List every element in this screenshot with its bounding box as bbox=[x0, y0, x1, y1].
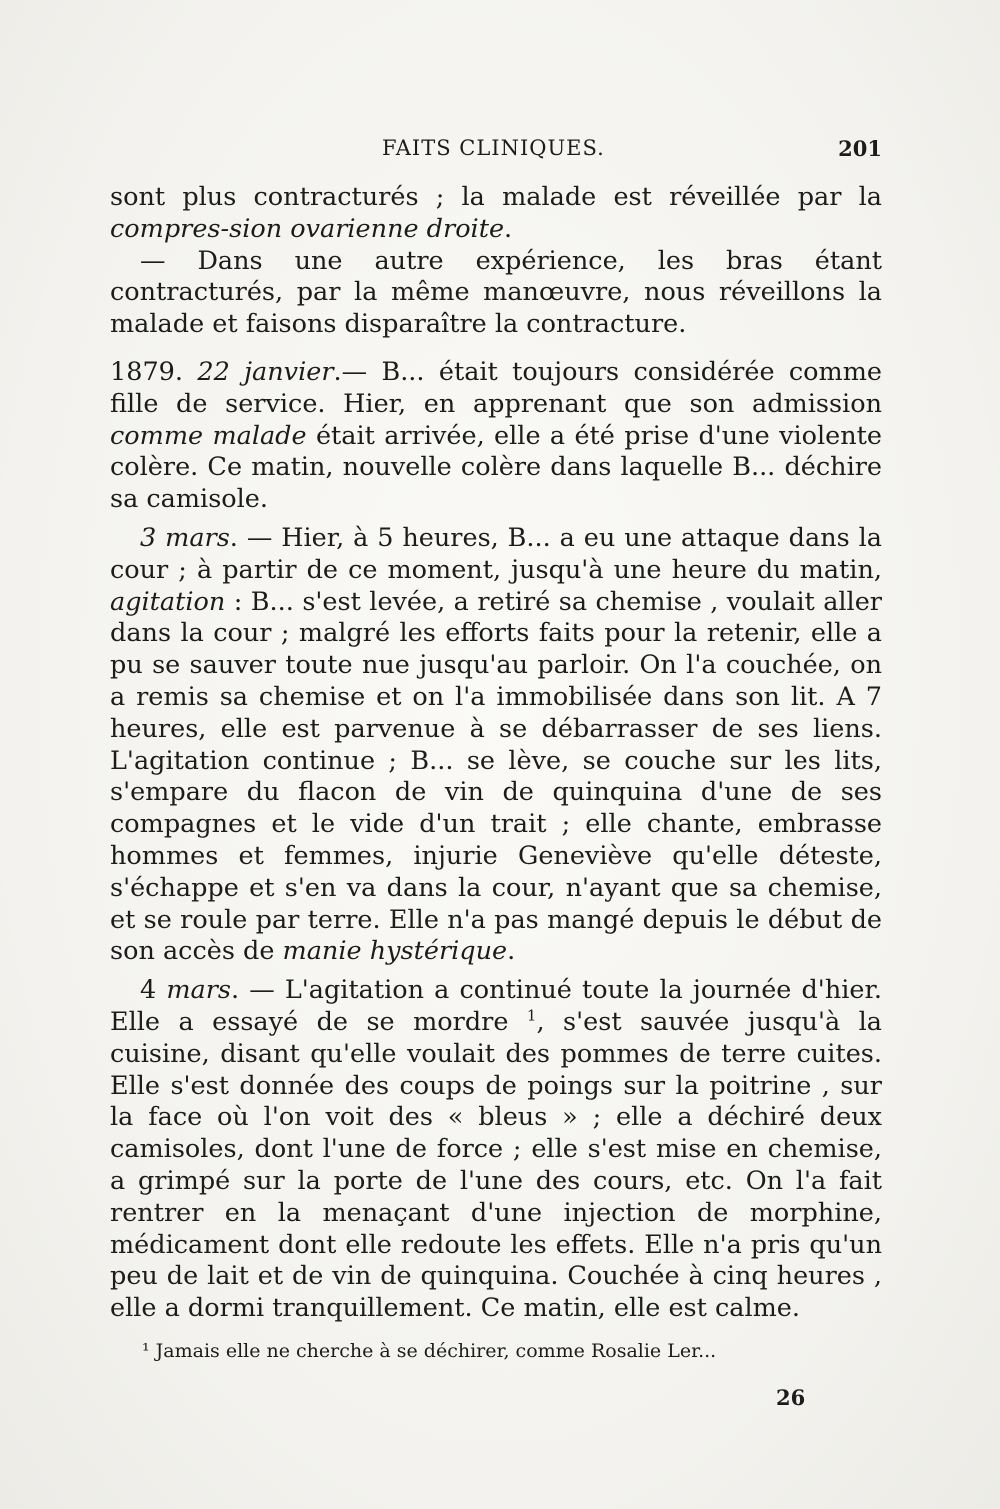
p4-end: . bbox=[507, 936, 516, 967]
page-number: 201 bbox=[838, 136, 882, 161]
signature-mark: 26 bbox=[776, 1385, 806, 1410]
paragraph-3 bbox=[110, 357, 882, 516]
p5-date: mars bbox=[166, 975, 231, 1006]
body-text bbox=[110, 182, 882, 1325]
footnote-reference: 1 bbox=[526, 1006, 537, 1025]
p3-year: 1879. bbox=[110, 356, 198, 387]
running-head: FAITS CLINIQUES. bbox=[382, 136, 605, 160]
p4-text-c: : B... s'est levée, a retiré sa chemise , voulait aller dans la cour ; malgré les efforts faits pour la retenir, elle a pu se sauver toute nue jusqu'au parloir. On l'a couchée, on a remis sa chemise et on l'a immobilisée dans son lit. A 7 heures, elle est parvenue à se débarrasser de ses liens. L'agitation continue ; B... se lève, se couche sur les lits, s'empare du flacon de vin de quinquina d'une de ses compagnes et le vide d'un trait ; elle chante, embrasse hommes et femmes, injurie Geneviève qu'elle déteste, s'échappe et s'en va dans la cour, n'ayant que sa chemise, et se roule par terre. Elle n'a pas mangé depuis le début de son accès de bbox=[110, 586, 882, 967]
p5-text-a: . — L'agitation a continué toute la journée d'hier. Elle a essayé de se mordre bbox=[110, 975, 882, 1037]
p3-date: 22 janvier bbox=[197, 356, 334, 387]
p4-text-a: . — Hier, à 5 heures, B... a eu une attaque dans la cour ; à partir de ce moment, jusqu'à une heure du matin, bbox=[110, 522, 882, 585]
p5-text-b: , s'est sauvée jusqu'à la cuisine, disant qu'elle voulait des pommes de terre cuites. Elle s'est donnée des coups de poings sur la poitrine , sur la face où l'on voit des « bleus » ; elle a déchiré deux camisoles, dont l'une de force ; elle s'est mise en chemise, a grimpé sur la porte de l'une des cours, etc. On l'a fait rentrer en la menaçant d'une injection de morphine, médicament dont elle redoute les effets. Elle n'a pris qu'un peu de lait et de vin de quinquina. Couchée à cinq heures , elle a dormi tranquillement. Ce matin, elle est calme. bbox=[110, 1006, 883, 1324]
footnote-text: Jamais elle ne cherche à se déchirer, comme Rosalie Ler... bbox=[149, 1340, 717, 1362]
p1-text: sont plus contracturés ; la malade est réveillée par la bbox=[110, 182, 882, 212]
p3-text-c: était arrivée, elle a été prise d'une violente colère. Ce matin, nouvelle colère dans laquelle B... déchire sa camisole. bbox=[110, 420, 882, 515]
page-header bbox=[110, 136, 882, 176]
paragraph-4 bbox=[110, 523, 882, 968]
paragraph-1 bbox=[110, 182, 882, 246]
p4-italic-b: agitation bbox=[110, 586, 226, 617]
p4-date: 3 mars bbox=[140, 522, 230, 553]
footnote-mark: ¹ bbox=[142, 1340, 150, 1362]
p3-italic: comme malade bbox=[110, 420, 307, 451]
p4-italic-d: manie hystérique bbox=[282, 936, 508, 967]
paragraph-2: — Dans une autre expérience, les bras étant contracturés, par la même manœuvre, nous réveillons la malade et faisons disparaître la contracture. bbox=[110, 245, 882, 340]
p5-date-num: 4 bbox=[140, 975, 167, 1006]
p3-text-a: .— B... était toujours considérée comme fille de service. Hier, en apprenant que son admission bbox=[110, 356, 882, 419]
paragraph-5 bbox=[110, 975, 882, 1325]
footnote bbox=[110, 1340, 882, 1362]
p1-end: . bbox=[504, 213, 513, 244]
p1-italic: compres-sion ovarienne droite bbox=[110, 213, 505, 244]
